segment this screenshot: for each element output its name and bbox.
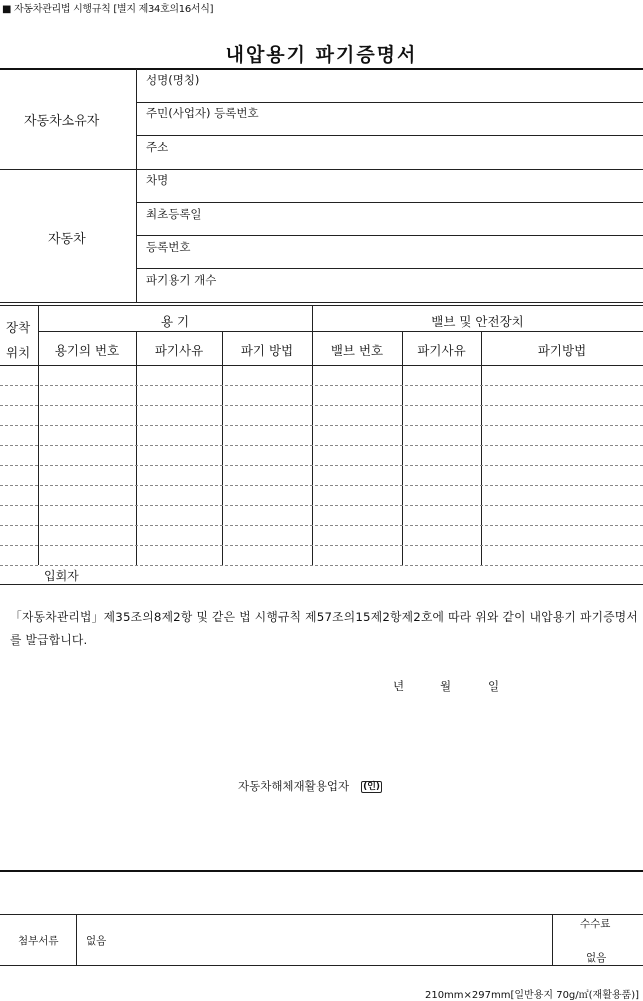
col-container-method: 파기 방법 xyxy=(240,343,294,358)
footer-box-bottom xyxy=(0,965,643,966)
fee-label: 수수료 xyxy=(580,918,611,930)
table-row xyxy=(0,565,643,566)
top-border xyxy=(0,68,643,70)
document-title: 내압용기 파기증명서 xyxy=(225,44,418,66)
issuer-label: 자동차해체재활용업자 xyxy=(238,779,350,793)
col-valve-reason: 파기사유 xyxy=(417,343,466,358)
table-column-line xyxy=(481,331,482,565)
owner-id-number-field[interactable]: 주민(사업자) 등록번호 xyxy=(146,106,259,120)
attachments-label: 첨부서류 xyxy=(18,935,59,947)
date-month: 월 xyxy=(440,679,452,693)
discarded-container-count-field[interactable]: 파기용기 개수 xyxy=(146,273,217,287)
location-header-line2: 위치 xyxy=(6,345,31,360)
owner-address-field[interactable]: 주소 xyxy=(146,140,169,154)
vehicle-label: 자동차 xyxy=(48,232,86,247)
table-row xyxy=(0,505,643,506)
footer-top-rule xyxy=(0,870,643,872)
table-column-line xyxy=(136,331,137,565)
vehicle-name-field[interactable]: 차명 xyxy=(146,173,169,187)
footer-divider xyxy=(76,914,77,965)
seal-mark: (인) xyxy=(363,781,381,792)
section-rule xyxy=(0,302,643,303)
first-registration-date-field[interactable]: 최초등록일 xyxy=(146,207,202,221)
col-valve-method: 파기방법 xyxy=(537,343,587,358)
footer-box-top xyxy=(0,914,643,915)
valve-group-header: 밸브 및 안전장치 xyxy=(431,314,524,329)
location-header-line1: 장착 xyxy=(6,320,31,335)
witness-label: 입회자 xyxy=(44,569,79,583)
rule xyxy=(136,235,643,236)
paper-specification: 210mm×297mm[일반용지 70g/㎡(재활용품)] xyxy=(424,990,639,1001)
table-row xyxy=(0,485,643,486)
witness-bottom-rule xyxy=(0,584,643,585)
fee-value: 없음 xyxy=(586,952,607,964)
table-top-double-rule xyxy=(0,305,643,306)
container-group-header: 용 기 xyxy=(160,314,190,329)
registration-number-field[interactable]: 등록번호 xyxy=(146,240,191,254)
rule xyxy=(136,135,643,136)
footer-divider xyxy=(552,914,553,965)
col-valve-number: 밸브 번호 xyxy=(330,343,384,358)
col-container-reason: 파기사유 xyxy=(154,343,204,358)
section-rule xyxy=(0,169,643,170)
col-container-number: 용기의 번호 xyxy=(54,343,120,358)
rule xyxy=(136,202,643,203)
date-year: 년 xyxy=(393,679,405,693)
table-column-line xyxy=(222,331,223,565)
issuance-statement: 「자동차관리법」제35조의8제2항 및 같은 법 시행규칙 제57조의15제2항제2호에 따라 위와 같이 내압용기 파기증명서를 발급합니다. xyxy=(10,610,638,647)
issuer-line xyxy=(238,778,382,794)
owner-name-field[interactable]: 성명(명칭) xyxy=(146,73,200,87)
table-header-rule xyxy=(0,365,643,366)
table-column-line xyxy=(402,331,403,565)
table-row xyxy=(0,465,643,466)
table-row xyxy=(0,385,643,386)
table-row xyxy=(0,445,643,446)
rule xyxy=(136,102,643,103)
date-day: 일 xyxy=(488,679,500,693)
table-group-rule xyxy=(38,331,643,332)
attachments-value: 없음 xyxy=(86,935,107,947)
table-row xyxy=(0,525,643,526)
form-reference-note: ■ 자동차관리법 시행규칙 [별지 제34호의16서식] xyxy=(2,4,214,15)
table-row xyxy=(0,405,643,406)
owner-label: 자동차소유자 xyxy=(24,114,100,129)
rule xyxy=(136,268,643,269)
table-row xyxy=(0,425,643,426)
table-row xyxy=(0,545,643,546)
